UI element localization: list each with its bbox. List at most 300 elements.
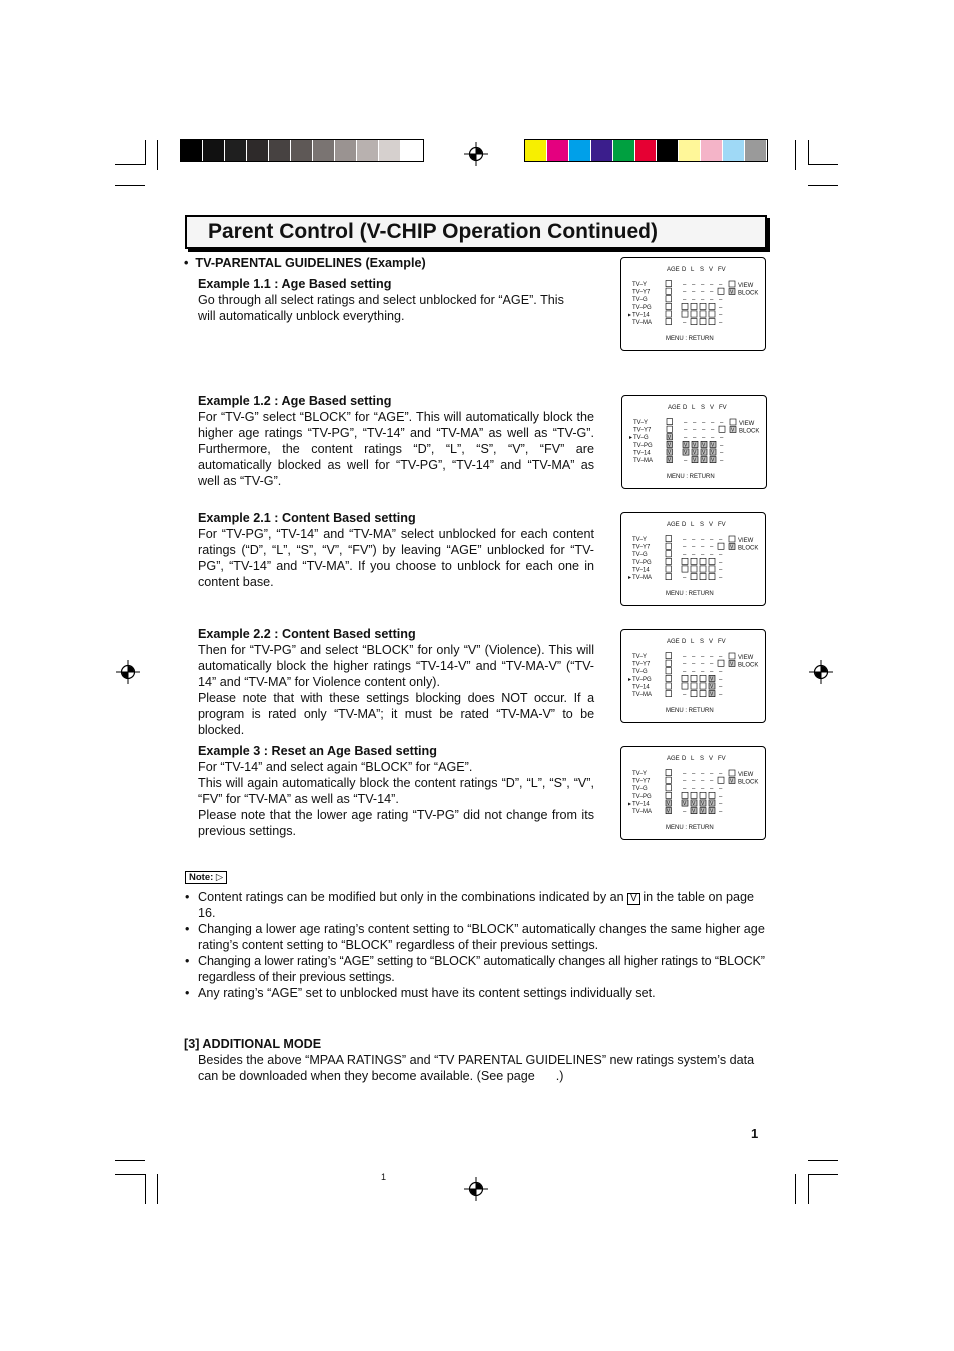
content-box [709,303,715,309]
tv-header-label: S [700,267,705,273]
age-box [666,691,672,697]
content-box [691,311,697,317]
dash: – [710,537,714,543]
dash: – [701,786,705,793]
tv-rating-label: TV–Y [632,654,648,660]
dash: – [719,676,723,683]
legend-block-label: BLOCK [738,662,759,669]
dash: – [719,320,723,326]
note-item: • Changing a lower rating’s “AGE” setting to “BLOCK” automatically changes all higher ratings to “BLOCK” regardless of their previous settings. [184,953,768,985]
tv-rating-label: TV–G [632,669,648,676]
dash: – [692,289,696,296]
color-swatch [635,140,657,161]
dash: – [710,778,714,785]
content-box [709,319,715,325]
legend-view-box [729,281,735,287]
tv-screen-example-1-2 [621,395,767,489]
tv-rating-label: TV–MA [632,809,653,815]
crop-mark [795,140,796,170]
note-item: • Any rating’s “AGE” set to unblocked must have its content settings individually set. [184,985,768,1001]
dash: – [692,537,696,543]
tv-rating-label: TV–14 [632,801,650,808]
tv-rating-label: TV–MA [632,692,653,698]
fv-box [718,288,724,294]
dash: – [692,669,696,676]
page-title-box [185,215,767,249]
color-swatch [335,140,357,161]
example-heading: Example 1.2 : Age Based setting [198,394,392,408]
color-swatch [679,140,701,161]
v-mark: V [710,691,714,698]
tv-rating-label: TV–MA [633,458,654,464]
cursor-arrow-icon: ▸ [628,312,632,319]
dash: – [710,654,714,660]
dash: – [692,661,696,668]
v-mark: V [692,808,696,815]
age-box [666,536,672,542]
color-swatch [313,140,335,161]
dash: – [692,282,696,288]
v-mark: V [711,457,715,464]
fv-box [718,543,724,549]
dash: – [720,420,724,426]
tv-header-label: S [701,405,706,411]
content-box [682,558,688,564]
content-box [709,792,715,798]
v-mark: V [693,450,697,457]
dash: – [693,435,697,442]
tv-footer: MENU : RETURN [666,336,714,342]
tv-header-label: S [700,522,705,528]
age-box [666,660,672,666]
dash: – [720,450,724,457]
tv-screen-graphic [622,396,766,488]
legend-view-label: VIEW [738,772,754,778]
dash: – [684,420,688,426]
age-box [666,319,672,325]
v-mark: V [693,442,697,449]
tv-rating-label: TV–G [632,786,648,793]
content-box [700,558,706,564]
tv-rating-label: TV–Y7 [633,427,652,434]
age-box [666,296,672,302]
age-box [666,288,672,294]
tv-screen-graphic [621,747,765,839]
tv-header-label: FV [718,522,726,528]
dash: – [693,420,697,426]
tv-rating-label: TV–Y [632,282,648,288]
tv-header-label: FV [719,405,727,411]
dash: – [711,427,715,434]
crop-mark [808,1174,809,1204]
tv-rating-label: TV–14 [632,312,650,319]
color-swatch [547,140,569,161]
content-box [682,675,688,681]
crop-mark [808,1160,838,1161]
gray-swatch-bar [180,139,424,162]
dash: – [719,684,723,691]
tv-rating-label: TV–PG [632,793,652,800]
content-box [691,319,697,325]
tv-screen-example-3 [620,746,766,840]
dash: – [692,544,696,551]
legend-view-box [729,536,735,542]
dash: – [710,786,714,793]
dash: – [683,692,687,698]
v-mark: V [702,457,706,464]
crop-mark [115,1160,145,1161]
cursor-arrow-icon: ▸ [628,676,632,683]
registration-mark-icon [116,660,140,684]
example-heading: Example 3 : Reset an Age Based setting [198,744,437,758]
dash: – [692,552,696,559]
color-swatch [247,140,269,161]
crop-mark [145,1174,146,1204]
tv-header-label: FV [718,756,726,762]
legend-block-label: BLOCK [738,545,759,552]
legend-v-mark: V [731,427,735,434]
crop-mark [795,1174,796,1204]
tv-header-label: AGE [667,267,680,273]
tv-header-label: V [710,405,715,411]
tv-rating-label: TV–PG [632,304,652,311]
tv-rating-label: TV–G [632,297,648,304]
dash: – [701,537,705,543]
page-title: Parent Control (V-CHIP Operation Continued) [208,220,658,243]
dash: – [720,442,724,449]
tv-header-label: D [682,756,687,762]
color-swatch [657,140,679,161]
dash: – [684,435,688,442]
legend-block-label: BLOCK [738,779,759,786]
legend-block-label: BLOCK [738,290,759,297]
tv-header-label: L [691,522,695,528]
dash: – [719,809,723,815]
registration-mark-icon [464,1177,488,1201]
tv-screen-example-2-1 [620,512,766,606]
color-swatch [745,140,767,161]
tv-footer: MENU : RETURN [666,708,714,714]
dash: – [683,552,687,559]
v-mark: V [710,801,714,808]
v-mark: V [667,457,672,464]
example-body: This will again automatically block the content ratings “D”, “L”, “S”, “V”, “FV” for “TV-MA” as well as “TV-14”. [198,776,594,806]
tv-header-label: D [683,405,688,411]
content-box [691,303,697,309]
tv-header-label: V [709,756,714,762]
tv-footer: MENU : RETURN [667,474,715,480]
age-box [666,653,672,659]
dash: – [701,544,705,551]
dash: – [719,669,723,676]
dash: – [701,778,705,785]
dash: – [693,427,697,434]
example-body: For “TV-14” and select again “BLOCK” for “AGE”. [198,760,473,774]
example-body: Then for “TV-PG” and select “BLOCK” for only “V” (Violence). This will automatically block the higher ratings “TV-14-V” and “TV-MA-V” (“TV-14” and “TV-MA” for Violence content only). [198,643,594,689]
note-label: Note: ▷ [185,871,227,884]
tv-header-label: FV [718,639,726,645]
color-swatch [379,140,401,161]
dash: – [701,771,705,777]
tv-rating-label: TV–Y [632,537,648,543]
v-mark: V [710,808,714,815]
v-mark: V [666,808,671,815]
age-box [666,566,672,572]
age-box [666,574,672,580]
age-box [666,777,672,783]
example-heading: Example 2.1 : Content Based setting [198,511,416,525]
age-box [666,311,672,317]
color-swatch-bar [524,139,768,162]
dash: – [711,420,715,426]
v-mark: V [710,676,714,683]
content-box [691,566,697,572]
crop-mark [808,140,809,165]
tv-screen-graphic [621,513,765,605]
v-mark: V [683,801,687,808]
color-swatch [723,140,745,161]
crop-mark [115,164,145,165]
dash: – [683,786,687,793]
dash: – [692,297,696,304]
crop-mark [808,1174,838,1175]
tv-header-label: AGE [668,405,681,411]
color-swatch [181,140,203,161]
v-mark: V [666,801,671,808]
tv-header-label: FV [718,267,726,273]
v-mark-icon: V [627,893,640,905]
age-box [666,551,672,557]
registration-mark-icon [464,142,488,166]
content-box [700,683,706,689]
age-box [666,303,672,309]
dash: – [719,692,723,698]
crop-mark [157,1174,158,1204]
color-swatch [203,140,225,161]
color-swatch [357,140,379,161]
dash: – [710,661,714,668]
dash: – [702,420,706,426]
v-mark: V [701,808,705,815]
dash: – [720,435,724,442]
tv-rating-label: TV–Y7 [632,289,651,296]
content-box [700,691,706,697]
note-item [184,889,768,921]
v-mark: V [684,442,688,449]
age-box [666,675,672,681]
note-text: in the table on page 16. [198,890,754,920]
tv-header-label: V [709,267,714,273]
dash: – [683,289,687,296]
content-box [682,792,688,798]
color-swatch [613,140,635,161]
tv-header-label: L [691,267,695,273]
v-mark: V [702,442,706,449]
content-box [700,303,706,309]
color-swatch [701,140,723,161]
v-mark: V [711,442,715,449]
dash: – [719,771,723,777]
tv-rating-label: TV–MA [632,575,653,581]
tv-screen-graphic [621,258,765,350]
age-box [666,281,672,287]
legend-view-box [729,653,735,659]
dash: – [683,320,687,326]
content-box [700,574,706,580]
dash: – [701,669,705,676]
tv-rating-label: TV–14 [632,567,650,574]
dash: – [701,661,705,668]
color-swatch [525,140,547,161]
legend-v-mark: V [730,661,734,668]
example-body: Go through all select ratings and select unblocked for “AGE”. This will automatically unblock everything. [198,293,564,323]
age-box [666,668,672,674]
tv-header-label: L [691,639,695,645]
dash: – [701,282,705,288]
dash: – [683,654,687,660]
dash: – [719,559,723,566]
crop-mark [808,185,838,186]
notes-list [184,889,768,1001]
tv-header-label: AGE [667,639,680,645]
dash: – [702,435,706,442]
dash: – [710,669,714,676]
content-box [700,675,706,681]
dash: – [719,282,723,288]
crop-mark [115,185,145,186]
crop-mark [808,164,838,165]
legend-block-label: BLOCK [739,428,760,435]
v-mark: V [702,450,706,457]
cursor-arrow-icon: ▸ [629,435,633,442]
example-body: For “TV-PG”, “TV-14” and “TV-MA” select unblocked for each content ratings (“D”, “L”, “S”, “V”, “FV”) by leaving “AGE” unblocked for “TV-PG”, “TV-14” and “TV-MA”. If you choose to unblock for each one in content base. [198,527,594,589]
example-body: Please note that the lower age rating “TV-PG” did not change from its previous settings. [198,808,594,838]
page-number: 1 [751,1126,759,1141]
legend-v-mark: V [730,544,734,551]
dash: – [692,786,696,793]
content-box [691,574,697,580]
tv-header-label: V [709,639,714,645]
tv-rating-label: TV–PG [632,559,652,566]
dash: – [683,809,687,815]
v-mark: V [667,434,672,441]
v-mark: V [701,801,705,808]
dash: – [719,312,723,319]
dash: – [710,544,714,551]
content-box [700,311,706,317]
note-text: Content ratings can be modified but only in the combinations indicated by an [198,890,624,904]
tv-rating-label: TV–Y7 [632,778,651,785]
v-mark: V [692,801,696,808]
dash: – [683,669,687,676]
tv-header-label: AGE [667,522,680,528]
example-heading: Example 1.1 : Age Based setting [198,277,392,291]
v-mark: V [684,450,688,457]
tv-header-label: D [682,522,687,528]
color-swatch [569,140,591,161]
color-swatch [591,140,613,161]
tv-rating-label: TV–Y7 [632,544,651,551]
content-box [682,566,688,572]
tv-rating-label: TV–Y [632,771,648,777]
dash: – [710,282,714,288]
color-swatch [401,140,423,161]
dash: – [719,297,723,304]
dash: – [719,654,723,660]
additional-heading: [3] ADDITIONAL MODE [184,1037,322,1051]
dash: – [719,793,723,800]
color-swatch [225,140,247,161]
tv-header-label: S [700,639,705,645]
note-label-text: Note: [189,872,214,883]
legend-view-label: VIEW [739,421,755,427]
legend-view-label: VIEW [738,655,754,661]
dash: – [711,435,715,442]
age-box [667,419,673,425]
fv-box [718,777,724,783]
content-box [682,303,688,309]
tv-rating-label: TV–14 [633,450,651,457]
dash: – [692,654,696,660]
dash: – [702,427,706,434]
age-box [666,785,672,791]
content-box [709,574,715,580]
tv-header-label: L [691,756,695,762]
tv-rating-label: TV–G [633,435,649,442]
legend-view-label: VIEW [738,538,754,544]
content-box [709,566,715,572]
tv-rating-label: TV–G [632,552,648,559]
tv-rating-label: TV–PG [632,676,652,683]
tv-screen-example-1-1 [620,257,766,351]
content-box [691,558,697,564]
content-box [691,691,697,697]
dash: – [683,575,687,581]
tv-rating-label: TV–Y7 [632,661,651,668]
dash: – [683,282,687,288]
dash: – [720,458,724,464]
age-box [666,770,672,776]
tv-rating-label: TV–MA [632,320,653,326]
fv-box [718,660,724,666]
tv-rating-label: TV–PG [633,442,653,449]
additional-body: Besides the above “MPAA RATINGS” and “TV PARENTAL GUIDELINES” new ratings system’s data can be downloaded when they become available. (See page .) [198,1053,758,1083]
dash: – [683,537,687,543]
age-box [666,543,672,549]
content-box [682,311,688,317]
tv-header-label: V [709,522,714,528]
legend-v-mark: V [730,778,734,785]
v-mark: V [667,450,672,457]
dash: – [683,778,687,785]
tv-header-label: D [682,267,687,273]
dash: – [701,289,705,296]
legend-view-box [730,419,736,425]
dash: – [683,661,687,668]
dash: – [719,801,723,808]
tv-header-label: D [682,639,687,645]
example-body: Please note that with these settings blocking does NOT occur. If a program is rated only “TV-MA”; it must be rated “TV-MA-V” to be blocked. [198,691,594,737]
color-swatch [269,140,291,161]
dash: – [719,575,723,581]
dash: – [701,654,705,660]
crop-mark [115,1174,145,1175]
color-swatch [291,140,313,161]
dash: – [683,297,687,304]
tv-rating-label: TV–Y [633,420,649,426]
legend-view-box [729,770,735,776]
dash: – [692,778,696,785]
